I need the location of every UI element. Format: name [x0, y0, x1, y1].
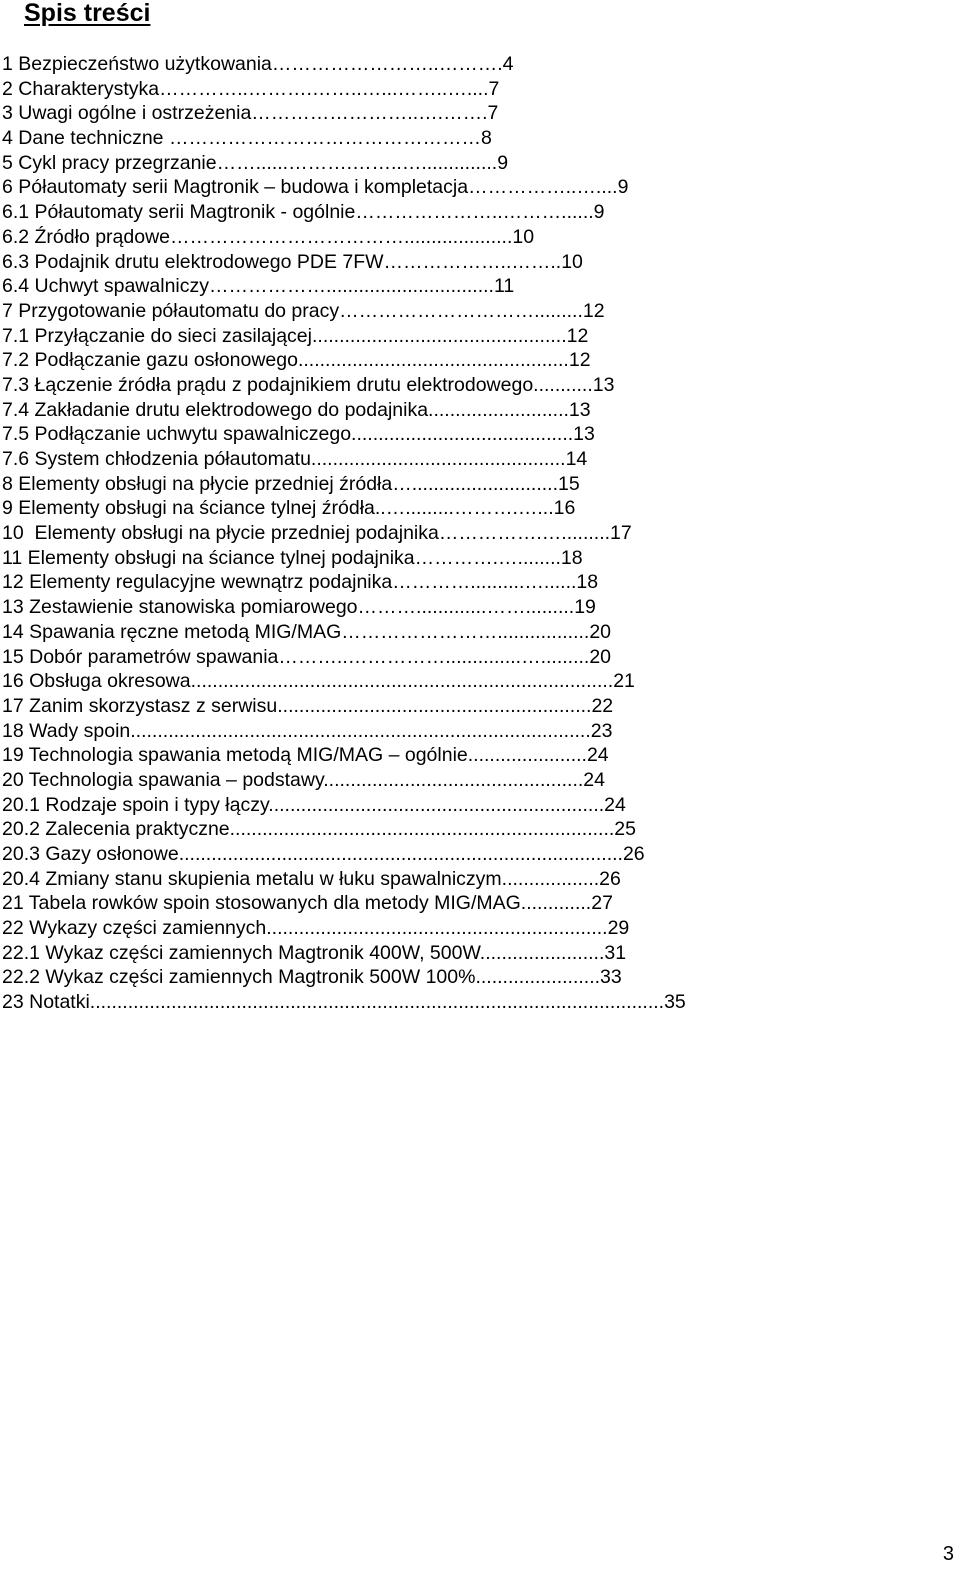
toc-entry: 16 Obsługa okresowa..............................................................................21	[2, 670, 635, 693]
toc-entry: 7.2 Podłączanie gazu osłonowego..................................................12	[2, 349, 591, 372]
toc-entry: 9 Elementy obsługi na ściance tylnej źródła..….........……….…...16	[2, 497, 576, 520]
toc-entry: 7.5 Podłączanie uchwytu spawalniczego.........................................13	[2, 423, 595, 446]
toc-entry: 6.1 Półautomaty serii Magtronik - ogólnie…………………..………......9	[2, 201, 605, 224]
toc-entry: 23 Notatki..........................................................................................................35	[2, 991, 686, 1014]
page-number: 3	[942, 1543, 954, 1565]
toc-entry: 11 Elementy obsługi na ściance tylnej podajnika………….…........18	[2, 546, 583, 569]
toc-entry: 13 Zestawienie stanowiska pomiarowego……….............…….........19	[2, 596, 596, 619]
toc-entry: 20.4 Zmiany stanu skupienia metalu w łuku spawalniczym..................26	[2, 867, 621, 890]
toc-entry: 6.3 Podajnik drutu elektrodowego PDE 7FW………………..……..10	[2, 250, 583, 273]
toc-entry: 22 Wykazy części zamiennych...............................................................29	[2, 917, 630, 940]
toc-entry: 6.2 Źródło prądowe………………………………....................10	[2, 225, 535, 248]
toc-entry: 6.4 Uchwyt spawalniczy………………...............................11	[2, 275, 515, 298]
toc-entry: 14 Spawania ręczne metodą MIG/MAG…………………….................20	[2, 620, 612, 643]
toc-entry: 7.1 Przyłączanie do sieci zasilającej...............................................12	[2, 324, 589, 347]
toc-entry: 20.1 Rodzaje spoin i typy łączy..............................................................24	[2, 793, 626, 816]
toc-entry: 20.3 Gazy osłonowe..................................................................................26	[2, 843, 645, 865]
toc-entry: 6 Półautomaty serii Magtronik – budowa i kompletacja……………..…....9	[2, 176, 629, 199]
toc-entry: 18 Wady spoin.....................................................................................23	[2, 719, 613, 742]
toc-entry: 8 Elementy obsługi na płycie przedniej źródła…...........................15	[2, 472, 580, 495]
toc-entry: 12 Elementy regulacyjne wewnątrz podajnika…………..........…......18	[2, 571, 599, 594]
toc-entry: 7.6 System chłodzenia półautomatu...............................................14	[2, 448, 588, 470]
table-of-contents	[2, 52, 760, 1015]
toc-entry: 4 Dane techniczne …………………………………………8	[2, 127, 492, 150]
toc-entry: 19 Technologia spawania metodą MIG/MAG – ogólnie......................24	[2, 744, 609, 767]
toc-entry: 3 Uwagi ogólne i ostrzeżenia……………………..….…….7	[2, 102, 499, 125]
toc-entry: 21 Tabela rowków spoin stosowanych dla metody MIG/MAG.............27	[2, 892, 613, 915]
toc-entry: 10 Elementy obsługi na płycie przedniej podajnika…………….….........17	[2, 522, 632, 545]
toc-entry: 7.4 Zakładanie drutu elektrodowego do podajnika..........................13	[2, 398, 591, 421]
toc-entry: 20.2 Zalecenia praktyczne.......................................................................25	[2, 818, 636, 841]
page-title: Spis treści	[24, 0, 151, 27]
toc-entry: 2 Charakterystyka…………..……….……..…...……..…....7	[2, 77, 500, 100]
toc-entry: 5 Cykl pracy przegrzanie……......……….……..…..............9	[2, 151, 509, 174]
toc-entry: 1 Bezpieczeństwo użytkowania……………………..……….4	[2, 53, 514, 75]
toc-entry: 7.3 Łączenie źródła prądu z podajnikiem drutu elektrodowego...........13	[2, 373, 615, 396]
toc-entry: 22.2 Wykaz części zamiennych Magtronik 500W 100%.......................33	[2, 966, 622, 989]
toc-entry: 17 Zanim skorzystasz z serwisu..........................................................22	[2, 694, 614, 717]
toc-entry: 22.1 Wykaz części zamiennych Magtronik 400W, 500W.......................31	[2, 941, 627, 964]
toc-entry: 7 Przygotowanie półautomatu do pracy………………………….........12	[2, 299, 605, 322]
toc-entry: 15 Dobór parametrów spawania………..……………..............….........20	[2, 645, 612, 668]
toc-entry: 20 Technologia spawania – podstawy................................................24	[2, 768, 605, 791]
